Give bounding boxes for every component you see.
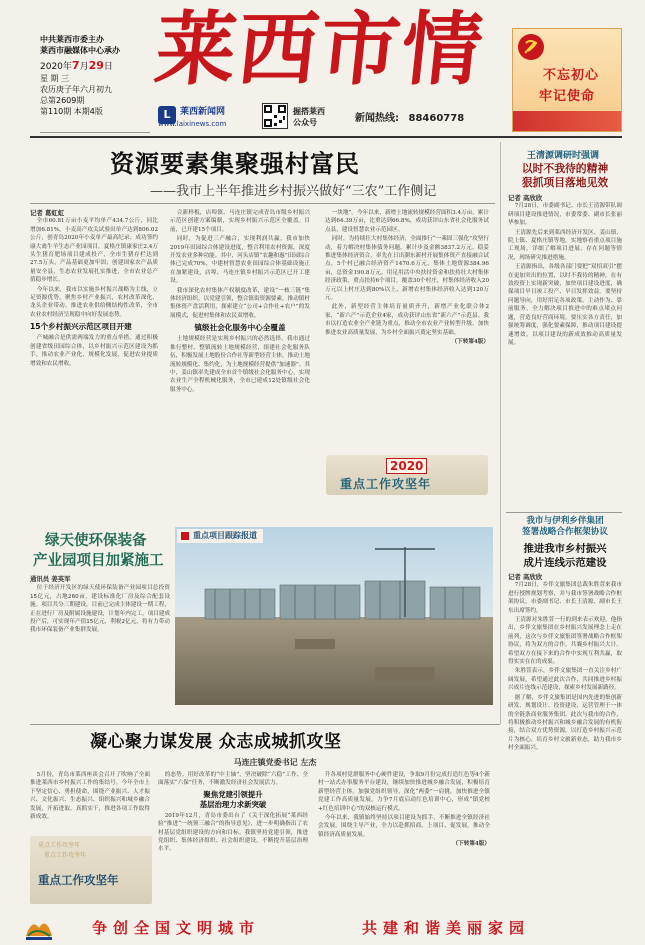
bottom-column-2: 的态势。用好改革的“中主轴”，坚决破除“六稳”工作、全面落实“六保”任务，不断激发经济社会发展活力。 聚焦党建引领提升 基层治理力求新突破 2019年12月，青岛市委出台了《关于深化拓展“莱西经验”推进“一统领三融合”的指导意见》，进一步明确指出了农村基层党组织建设的方向和目标。我镇坚持党建引领，推进党组织、集体经济组织、社会组织建设，不断提升基层治理水平。 xyxy=(158,772,308,853)
bottom-column-3: 升各项村党群服务中心硬件建设，争取9月份完成打造红色等4个新村一站式办事服务平台建设，继续加快推进城乡融合发展，积极培育新型经营主体。加强党组织领导，深化“两委”一肩挑，加快推进全镇党建工作高质量发展，力争7月底启动红色培训中心，形成“镇党校+红色培训中心”的双核运行模式。 今年以来，我镇始终坚持以项目建设为抓手，不断推进全镇经济社会发展。围绕主导产业，全力以赴抓招商、上项目、促发展，推动全镇经济高质量发展。 （下转第4版） xyxy=(318,772,490,848)
right-byline: 记者 高欣欣 xyxy=(508,194,543,202)
publisher-line-1: 中共莱西市委主办 xyxy=(40,35,104,44)
lead-byline: 记者 葛虹虹 xyxy=(30,209,65,217)
party-emblem-icon xyxy=(517,33,545,61)
hotline: 新闻热线: 88460778 xyxy=(355,113,465,124)
lead-column-3: 一块地”。今年以来，新增土地流转规模经营面积3.4万亩，累计达到64.39万亩，比重达到66.8%，成功获评山东省社会化服务试点县，建设智慧农业示范园区。 同时，为持续壮大村集体经济，全面推行“一乘固三强化”攻坚行动，着力解决村集体债务问题。累计步及金额3837.2万元。稳妥推进集体经济资合，率先在日出潮东新村开展集体资产直接融合试点，5个村已融合经济资产1470.6万元，集体土地资源384.96亩，总资金190.8万元。用足用活中央扶持资金和扶持壮大村集体经济政策，重点扶持6个项目，覆盖30个村庄，村集体经济收入20万元以上村庄达到80%以上，新增农村集体经济收入达到120万元。 此外，新型经营主体培育量质齐升，新增产业化联合体2家，“新六产”示范企业4家，成功获评山东省“新六产”示范县。我市以打造农业全产业链为重点，推动全市农业产业转型升级，加快推进农业高质量发展，为乡村全面振兴奠定坚实基础。 （下转第4版） xyxy=(325,210,489,346)
lead-continued: （下转第4版） xyxy=(451,339,489,346)
bottom-sub-1: 聚焦党建引领提升 xyxy=(203,789,263,799)
issue-line: 第110期 本期4版 xyxy=(40,107,103,116)
weekday: 星 期 三 xyxy=(40,74,70,83)
wechat-block: 掘搭莱西 公众号 xyxy=(293,107,325,127)
lead-headline: 资源要素集聚强村富民 xyxy=(110,150,360,178)
bottom-column-1: 5月份，青岛市莱西座谈会召开了吹响了全面推进莱西市乡村振兴工作的集结号。今年全市上下坚定信心、勇担使命，围绕产业振兴、人才振兴、文化振兴、生态振兴、组织振兴和城乡融合发展，开拓进取、真抓实干，推进各项工作取得新成效。 xyxy=(30,772,150,821)
slogan-box xyxy=(512,28,622,132)
right-body-2: 记者 高欣欣 7月28日，乡伴文旅集团总裁朱胜萱来我市进行授牌规划考察，并与我市签署战略合作框架协议。市委副书记、市长王清源，副市长王东出席签约。 王清源对朱胜萱一行的到来表示欢迎。他指出，乡伴文旅集团在乡村振兴发展理念上走在前列，这次与乡伴文旅集团签署战略合作框架协议，将为双方的合作，共襄乡村振兴大计。希望双方在接下来的合作中实现互利共赢，取得实实在在的成果。 朱胜萱表示，乡伴文旅集团一直关注乡村广阔发展，希望通过此次合作，共同推进乡村振兴成片连线示范建设，探索乡村发展新路径。 据了解，乡伴文旅集团是国内先进的集创新研发、规划设计、投资建设、运营管理于一体的全链条商业服务集团。此次与我市的合作，将积极推动乡村振兴和城乡融合发展的有机衔接，结合双方优势资源，以打造乡村振兴示范片为核心，培育乡村文旅新业态，助力我市乡村全面振兴。 xyxy=(508,573,622,752)
city-emblem-icon xyxy=(22,914,56,942)
badge-text: 重点工作攻坚年 xyxy=(340,477,432,491)
lead-sub2: 镇级社会化服务中心全覆盖 xyxy=(194,323,286,333)
bottom-headline: 凝心聚力谋发展 众志成城抓攻坚 xyxy=(90,732,342,752)
site-name: 莱西新闻网 xyxy=(180,107,226,117)
feature-byline: 通讯员 姜英军 xyxy=(30,575,71,583)
right-headline-2: 推进我市乡村振兴 成片连线示范建设 xyxy=(523,543,607,569)
slogan-line-1: 不忘初心 xyxy=(543,68,600,83)
masthead-info xyxy=(40,34,150,117)
photo-label: 重点项目跟踪报道 xyxy=(177,529,263,543)
badge-year: 2020 xyxy=(386,458,427,474)
lead-column-1: 记者 葛虹虹 全市60.81万亩小麦平均单产434.7公斤，同比增加6.81%，小麦高产攻关试验田单产达到806.02公斤，创青岛2020年小麦单产最高纪录；成功签约康大禽牛羊生态产业园项目，夏格庄镇康家庄2.4万头生猪育肥场项目建成投产，全市生猪存栏达到27.5万头，产品基础更加牢固；创建国家农产品质量安全县，生态农业发展扎实推进，全市农业总产值稳步增长。 今年以来，我市以实施乡村振兴战略为主线，立足资源优势，聚焦乡村产业振兴，农村改革深化、龙头企业带动、推进农业供给侧结构性改革，全市农业农村经济呈现稳中向好发展态势。 15个乡村振兴示范区项目开建 产城融合是供需两端发力的重点举措。通过积极创建省级田园综合体，以乡村振兴示范区建设为抓手，推动农业产业化、规模化发展，促进农业提质增效和农民增收。 xyxy=(30,209,158,367)
site-logo-block xyxy=(158,104,258,130)
lead-column-2: 合新样板，店埠镇、马连庄镇完成青岛市级乡村振兴示范区创建方案编制，实现乡村振兴示范区全覆盖。目前，已开建15个项目。 同时，为促进三产融合，实现利润共赢，我市加快2019年田园综合体建设进度，整合利用农村资源，深度开发农业多种功能。其中，河头店镇“农趣和惠”田园综合体已完成70%，中建材智慧农业田园综合体基础设施正在加紧建设，店埠、马连庄镇乡村振兴示范区已开工建设。 我市深化农村集体产权制度改革，建设“一核三链”集体经济组织，以党建引领，整合镇街资源要素，推动镇村集体资产盘活利用，探索建立“公司+合作社+农户”的发展模式，促进村集体和农民双增收。 镇级社会化服务中心全覆盖 土地规模经营是实现乡村振兴的必然选择。我市通过推行整村、整镇流转土地规模经营，组建社会化服务队伍，积极发展土地股份合作社等新型经营主体，推动土地流转规模化、集约化，为土地规模经营提供“加速器”。其中，姜山镇率先建成全市首个镇级社会化服务中心，实现农业生产全程机械化服务，全市已建成12处镇级社会化服务中心。 xyxy=(170,210,310,393)
bottom-subhead: 马连庄镇党委书记 左杰 xyxy=(233,758,317,767)
site-logo-icon: L xyxy=(158,106,176,124)
footer-right-slogan: 共建和谐美丽家园 xyxy=(362,919,531,937)
site-url[interactable]: www.laixinews.com xyxy=(158,120,227,128)
publisher-line-2: 莱西市融媒体中心承办 xyxy=(40,46,120,55)
footer-bar xyxy=(0,912,645,945)
lunar-date: 农历庚子年六月初九 xyxy=(40,85,112,94)
badge-2020 xyxy=(326,455,488,495)
issue-date: 2020年7月29日 xyxy=(40,59,113,72)
bottom-continued: （下转第4版） xyxy=(452,841,490,848)
slogan-line-2: 牢记使命 xyxy=(539,89,596,104)
right-headline: 以时不我待的精神 狠抓项目落地见效 xyxy=(521,162,609,189)
bottom-sub-2: 基层治理力求新突破 xyxy=(199,799,267,809)
feature-body: 通讯员 姜英军 位于经济开发区的绿天使环保装备产业园项目总投资15亿元，占地260亩，建设标准化厂房及综合配套设施。项目共分三期建设，目前已完成主体建设一期工程，正在进行厂房及附属设施建设，计划年内完工。项目建成投产后，可实现年产值15亿元，利税2亿元，将有力带动我市环保装备产业集群发展。 xyxy=(30,575,170,634)
masthead-title: 莱西市情 xyxy=(151,2,489,96)
lead-subheadline: ——我市上半年推进乡村振兴做好“三农”工作侧记 xyxy=(150,184,437,199)
right-topic: 王清源调研时强调 xyxy=(526,151,599,161)
issue-total: 总第2609期 xyxy=(40,96,85,105)
footer-left-slogan: 争创全国文明城市 xyxy=(92,919,261,937)
bottom-badge: 重点工作攻坚年 重点工作攻坚年 重点工作攻坚年 xyxy=(30,836,152,904)
construction-photo xyxy=(175,527,493,705)
qr-code-icon xyxy=(262,103,288,129)
lead-sub1: 15个乡村振兴示范区项目开建 xyxy=(30,322,132,332)
right-body: 记者 高欣欣 7月28日，市委副书记、市长王清源带队调研项目建设推进情况，市委常委、副市长张丽华参加。 王清源先后来到莱西经济开发区、姜山镇、院上镇、夏格庄镇等地，实地察看重点项目施工现场，详细了解项目进展、存在问题等情况，现场研究推进措施。 王清源指出，各级各部门要把“双招双引”摆在更加突出的位置，以时不我待的精神，在有效投资上实现新突破，加快项目建设进度，确保项目早日竣工投产、早日发挥效益。要坚持问题导向，用好用足各项政策，主动作为、靠前服务，全力解决项目推进中的难点堵点问题，营造良好营商环境。要压实各方责任，加强统筹调度，强化要素保障，推动项目建设提速增效，以项目建设的新成效推动高质量发展。 xyxy=(508,194,622,346)
feature-headline: 绿天使环保装备 产业园项目加紧施工 xyxy=(33,533,164,569)
label-marker-icon xyxy=(181,532,189,540)
right-byline-2: 记者 高欣欣 xyxy=(508,573,543,581)
bottom-badge-label: 重点工作攻坚年 xyxy=(38,873,119,887)
right-sub: 我市与伊利乡伴集团 签署战略合作框架协议 xyxy=(522,516,608,537)
